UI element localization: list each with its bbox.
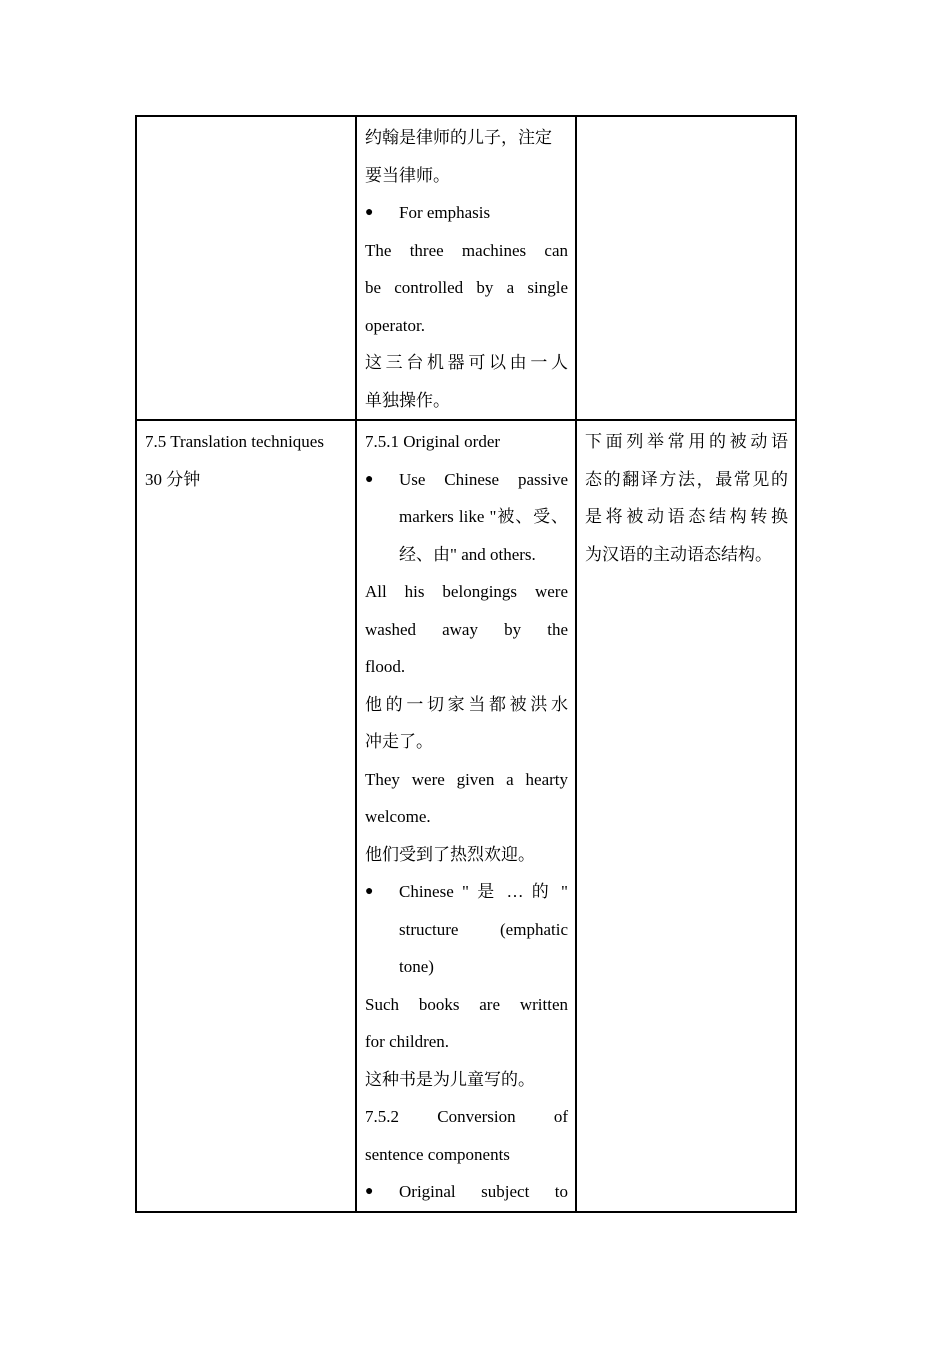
content-line: for children. bbox=[365, 1032, 450, 1051]
bullet-text: Original subject to bbox=[399, 1182, 568, 1201]
bullet-icon: ● bbox=[365, 884, 374, 899]
bullet-item bbox=[365, 461, 568, 574]
bullet-text: Use Chinese passive bbox=[399, 469, 568, 489]
bullet-icon: ● bbox=[365, 1184, 374, 1199]
content-line: The three machines can bbox=[365, 240, 568, 260]
topic-cell bbox=[136, 420, 356, 1212]
content-line: 这三台机器可以由一人 bbox=[365, 353, 568, 372]
bullet-text: Chinese " 是 … 的 " bbox=[399, 882, 568, 901]
content-line: All his belongings were bbox=[365, 582, 568, 601]
content-cell bbox=[356, 116, 576, 420]
content-line: 约翰是律师的儿子，注定 bbox=[365, 128, 552, 147]
section-heading: 7.5.2 Conversion of bbox=[365, 1107, 568, 1126]
content-line: 冲走了。 bbox=[365, 732, 433, 751]
topic-title: 7.5 Translation techniques bbox=[145, 432, 324, 451]
bullet-text: 经、由" and others. bbox=[399, 544, 536, 564]
content-line: be controlled by a single bbox=[365, 278, 568, 297]
content-line: operator. bbox=[365, 315, 425, 335]
content-line: welcome. bbox=[365, 807, 431, 826]
notes-line: 为汉语的主动语态结构。 bbox=[585, 544, 772, 564]
topic-duration: 30 分钟 bbox=[145, 469, 201, 489]
notes-cell bbox=[576, 116, 796, 420]
bullet-item bbox=[365, 194, 568, 232]
content-line: flood. bbox=[365, 657, 406, 676]
table-row bbox=[136, 116, 796, 420]
table-row bbox=[136, 420, 796, 1212]
lesson-plan-table bbox=[135, 115, 797, 1213]
content-line: Such books are written bbox=[365, 994, 568, 1014]
content-cell bbox=[356, 420, 576, 1212]
content-line: 这种书是为儿童写的。 bbox=[365, 1069, 535, 1089]
notes-line: 下面列举常用的被动语 bbox=[585, 432, 788, 451]
content-line: 要当律师。 bbox=[365, 165, 450, 185]
notes-cell bbox=[576, 420, 796, 1212]
notes-line: 态的翻译方法，最常见的 bbox=[585, 469, 788, 489]
bullet-text: markers like "被、受、 bbox=[399, 507, 568, 526]
topic-cell bbox=[136, 116, 356, 420]
content-line: 他们受到了热烈欢迎。 bbox=[365, 844, 535, 864]
bullet-icon: ● bbox=[365, 205, 374, 220]
bullet-icon: ● bbox=[365, 471, 374, 487]
section-heading: sentence components bbox=[365, 1144, 510, 1164]
bullet-text: structure (emphatic bbox=[399, 919, 568, 939]
bullet-item bbox=[365, 873, 568, 986]
bullet-item bbox=[365, 1173, 568, 1211]
content-line: 他的一切家当都被洪水 bbox=[365, 694, 568, 714]
section-heading: 7.5.1 Original order bbox=[365, 432, 501, 451]
content-line: washed away by the bbox=[365, 619, 568, 639]
notes-line: 是将被动语态结构转换 bbox=[585, 507, 788, 526]
content-line: They were given a hearty bbox=[365, 769, 568, 789]
bullet-text: For emphasis bbox=[399, 203, 491, 222]
content-line: 单独操作。 bbox=[365, 390, 450, 410]
bullet-text: tone) bbox=[399, 957, 434, 976]
